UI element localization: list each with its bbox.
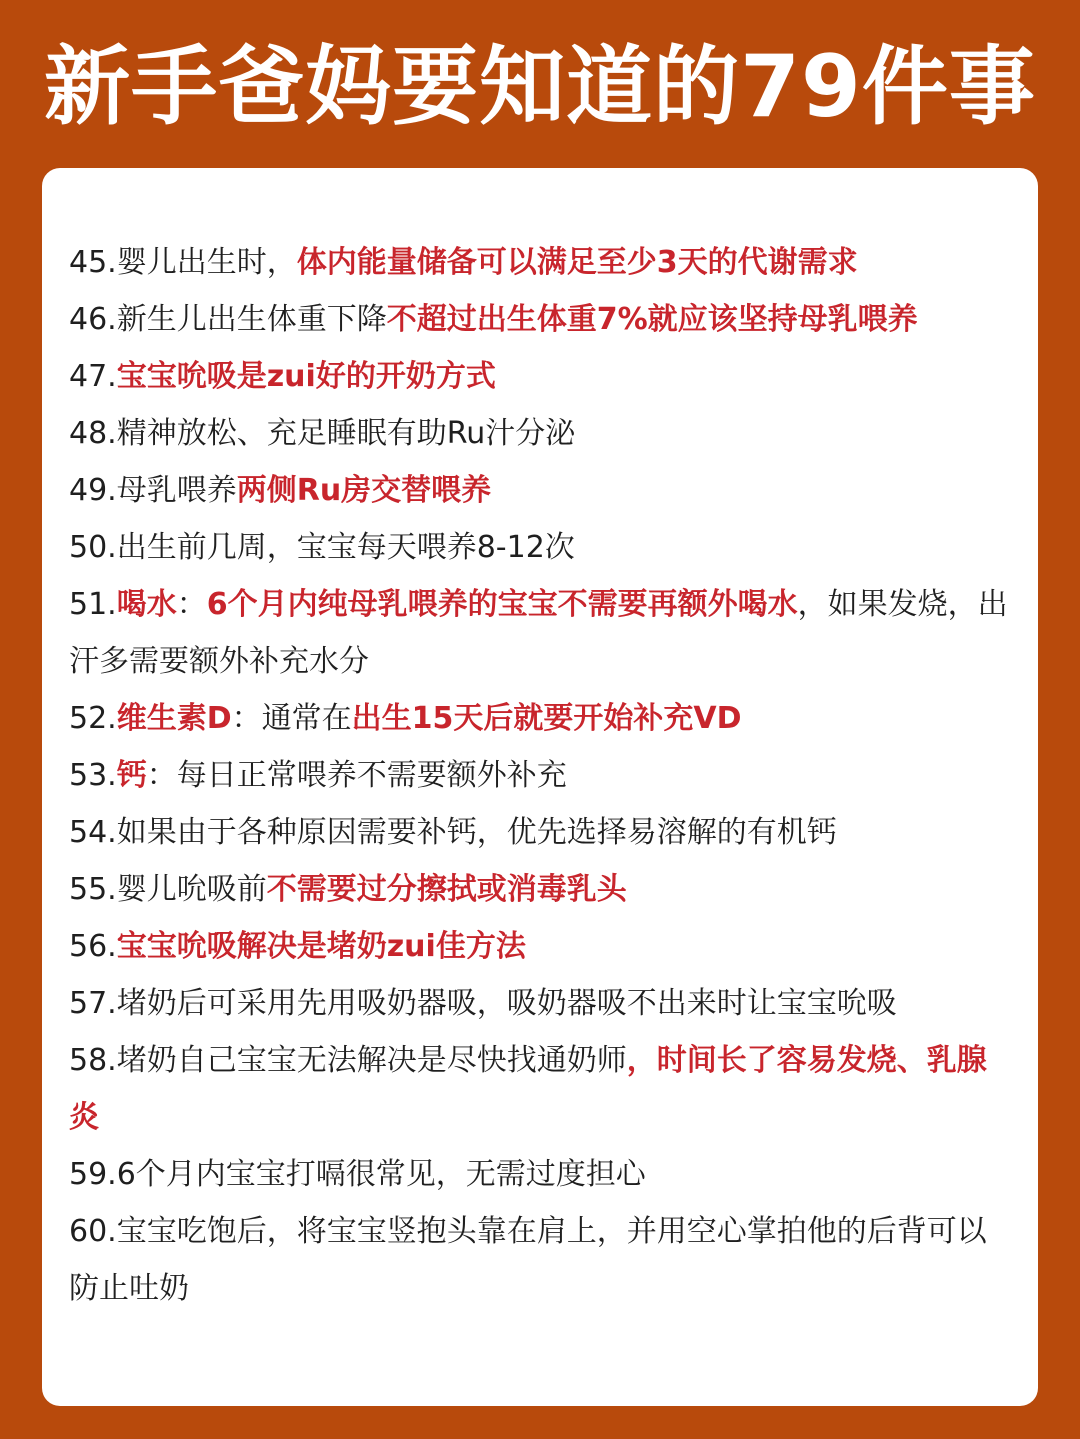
highlight-text: ，时间长了容易发烧、乳腺炎 [69, 1043, 987, 1135]
item-text: 55.婴儿吮吸前 [69, 872, 267, 907]
list-item [69, 348, 1009, 405]
highlight-text: 喝水 [116, 587, 177, 622]
item-text: 54.如果由于各种原因需要补钙，优先选择易溶解的有机钙 [69, 815, 837, 850]
content-card [42, 168, 1038, 1406]
item-text: ，如果发烧，出汗多需要额外补充水分 [69, 587, 1008, 679]
highlight-text: 两侧Ru房交替喂养 [236, 473, 492, 508]
item-text: 57.堵奶后可采用先用吸奶器吸，吸奶器吸不出来时让宝宝吮吸 [69, 986, 897, 1021]
item-text: 56. [69, 929, 117, 964]
item-text: 48.精神放松、充足睡眠有助Ru汁分泌 [69, 416, 576, 451]
item-text: ：每日正常喂养不需要额外补充 [146, 758, 567, 793]
item-text: 60.宝宝吃饱后，将宝宝竖抱头靠在肩上，并用空心掌拍他的后背可以防止吐奶 [69, 1214, 987, 1306]
list-item [69, 1203, 1009, 1317]
highlight-text: 不超过出生体重7%就应该坚持母乳喂养 [386, 302, 918, 337]
item-text: 53. [69, 758, 117, 793]
list-item [69, 747, 1009, 804]
highlight-text: 出生15天后就要开始补充VD [351, 701, 742, 736]
item-text: 49.母乳喂养 [69, 473, 237, 508]
tips-list [69, 234, 1009, 1317]
highlight-text: 不需要过分擦拭或消毒乳头 [266, 872, 627, 907]
highlight-text: 6个月内纯母乳喂养的宝宝不需要再额外喝水 [206, 587, 798, 622]
list-item [69, 519, 1009, 576]
highlight-text: 钙 [116, 758, 147, 793]
highlight-text: 宝宝吮吸解决是堵奶zui佳方法 [116, 929, 526, 964]
list-item [69, 918, 1009, 975]
list-item [69, 690, 1009, 747]
list-item [69, 975, 1009, 1032]
highlight-text: 维生素D [116, 701, 232, 736]
item-text: 52. [69, 701, 117, 736]
item-text: 45.婴儿出生时， [69, 245, 297, 280]
item-text: 46.新生儿出生体重下降 [69, 302, 387, 337]
page-title: 新手爸妈要知道的79件事 [44, 37, 1036, 137]
list-item [69, 405, 1009, 462]
list-item [69, 462, 1009, 519]
item-text: 47. [69, 359, 117, 394]
item-text: ： [176, 587, 207, 622]
list-item [69, 1146, 1009, 1203]
highlight-text: 宝宝吮吸是zui好的开奶方式 [116, 359, 496, 394]
item-text: ：通常在 [231, 701, 352, 736]
list-item [69, 576, 1009, 690]
item-text: 58.堵奶自己宝宝无法解决是尽快找通奶师 [69, 1043, 627, 1078]
item-text: 50.出生前几周，宝宝每天喂养8-12次 [69, 530, 575, 565]
list-item [69, 804, 1009, 861]
highlight-text: 体内能量储备可以满足至少3天的代谢需求 [296, 245, 858, 280]
list-item [69, 1032, 1009, 1146]
list-item [69, 291, 1009, 348]
item-text: 59.6个月内宝宝打嗝很常见，无需过度担心 [69, 1157, 646, 1192]
list-item [69, 234, 1009, 291]
list-item [69, 861, 1009, 918]
item-text: 51. [69, 587, 117, 622]
